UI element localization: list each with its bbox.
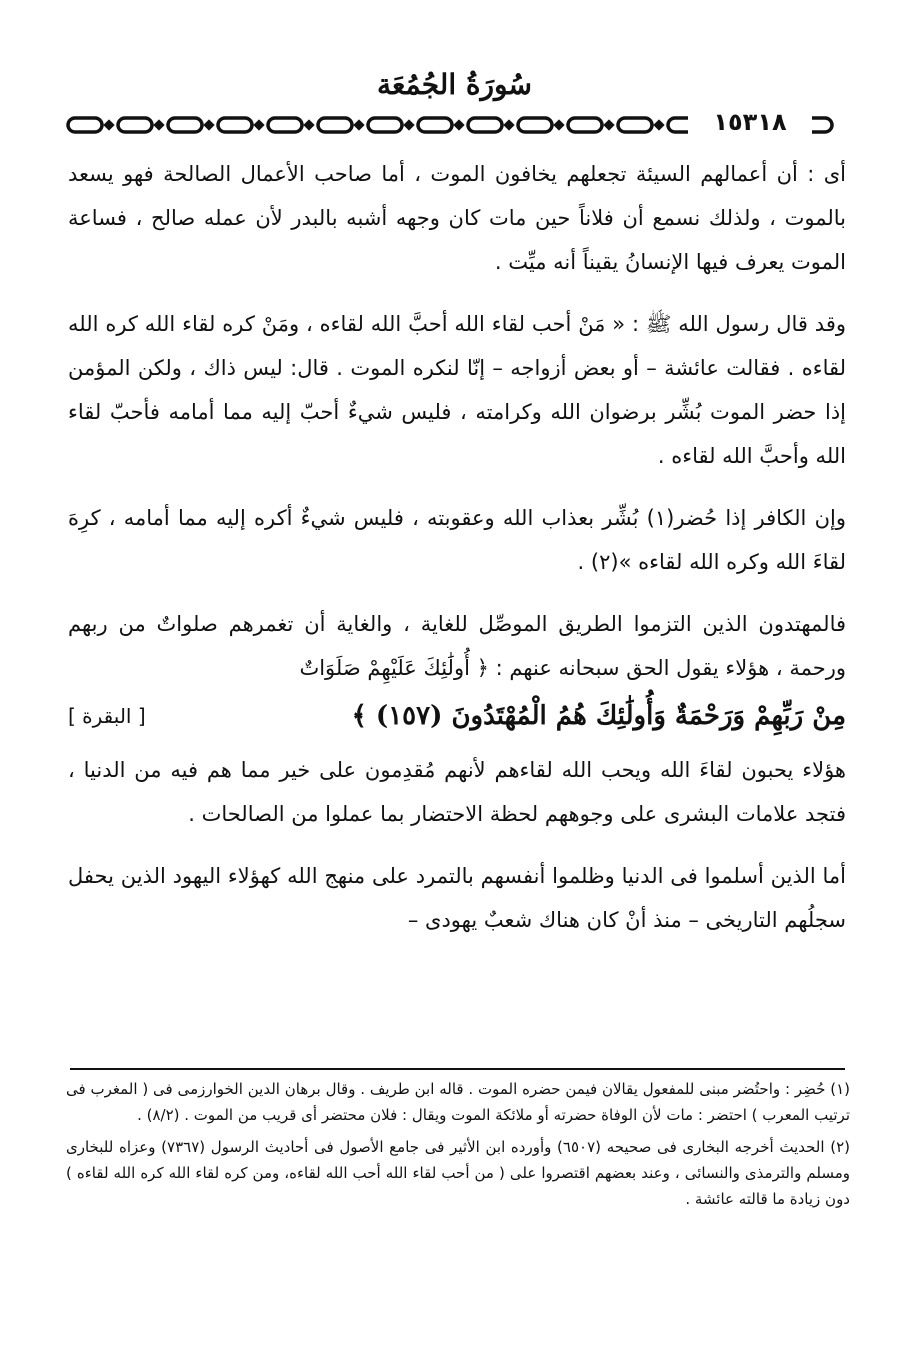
footnote-divider (70, 1068, 845, 1070)
verse-reference: [ البقرة ] (68, 704, 146, 728)
verse-text: مِنْ رَبِّهِمْ وَرَحْمَةٌ وَأُولَٰئِكَ هُمُ الْمُهْتَدُونَ (١٥٧) ﴾ (351, 701, 846, 731)
footnote-1: (١) حُضِر : واحتُضر مبنى للمفعول يقالان فيمن حضره الموت . قاله ابن طريف . وقال برهان الدين الخوارزمى فى ( المغرب فى ترتيب المعرب ) احتضر : مات لأن الوفاة حضرته أو ملائكة الموت ويقال : فلان محتضر أى قريب من الموت . (٨/٢) . (66, 1080, 850, 1124)
chain-diamond (253, 119, 264, 130)
paragraph-3: وإن الكافر إذا حُضر(١) بُشِّر بعذاب الله وعقوبته ، فليس شيءٌ أكره إليه مما أمامه ، كرِهَ لقاءَ الله وكره الله لقاءه »(٢) . (68, 506, 846, 574)
chain-diamond (653, 119, 664, 130)
chain-diamond (303, 119, 314, 130)
surah-title: سُورَةُ الجُمُعَة (377, 68, 532, 101)
chain-link (168, 118, 202, 132)
chain-link (368, 118, 402, 132)
main-text (68, 152, 846, 960)
paragraph-5: هؤلاء يحبون لقاءَ الله ويحب الله لقاءهم لأنهم مُقدِمون على خير مما هم فيه من الدنيا ، فتجد علامات البشرى على وجوههم لحظة الاحتضار بما عملوا من الصالحات . (68, 758, 846, 826)
chain-link (268, 118, 302, 132)
chain-diamond (203, 119, 214, 130)
chain-diamond (553, 119, 564, 130)
paragraph-1: أى : أن أعمالهم السيئة تجعلهم يخافون الموت ، أما صاحب الأعمال الصالحة فهو يسعد بالموت ، ولذلك نسمع أن فلاناً حين مات كان وجهه أشبه بالبدر لأن عمله صالح ، فساعة الموت يعرف فيها الإنسانُ يقيناً أنه ميِّت . (68, 162, 846, 274)
chain-diamond (453, 119, 464, 130)
chain-link (68, 118, 102, 132)
chain-link (568, 118, 602, 132)
chain-link (318, 118, 352, 132)
chain-link (418, 118, 452, 132)
chain-diamond (603, 119, 614, 130)
chain-link (618, 118, 652, 132)
chain-link (518, 118, 552, 132)
chain-link (468, 118, 502, 132)
chain-link (118, 118, 152, 132)
chain-diamond (103, 119, 114, 130)
paragraph-6: أما الذين أسلموا فى الدنيا وظلموا أنفسهم بالتمرد على منهج الله كهؤلاء اليهود الذين يحفل سجلُهم التاريخى – منذ أنْ كان هناك شعبٌ يهودى – (68, 864, 846, 932)
paragraph-4: فالمهتدون الذين التزموا الطريق الموصِّل للغاية ، والغاية أن تغمرهم صلواتٌ من ربهم ورحمة ، هؤلاء يقول الحق سبحانه عنهم : ﴿ أُولَٰئِكَ عَلَيْهِمْ صَلَوَاتٌ (68, 612, 846, 680)
footnotes (66, 1076, 850, 1218)
footnote-2: (٢) الحديث أخرجه البخارى فى صحيحه (٦٥٠٧) وأورده ابن الأثير فى جامع الأصول فى أحاديث الرسول (٧٣٦٧) وعزاه للبخارى ومسلم والترمذى والنسائى ، وعند بعضهم اقتصروا على ( من أحب لقاء الله أحب الله لقاءه، ومن كره لقاء الله كره الله لقاءه ) دون زيادة ما قالته عائشة . (66, 1138, 851, 1208)
chain-link (218, 118, 252, 132)
page-number: ١٥٣١٨ (688, 108, 812, 136)
chain-diamond (503, 119, 514, 130)
paragraph-2: وقد قال رسول الله ﷺ : « مَنْ أحب لقاء الله أحبَّ الله لقاءه ، ومَنْ كره لقاء الله كره الله لقاءه . فقالت عائشة – أو بعض أزواجه – إنّا لنكره الموت . قال: ليس ذاك ، ولكن المؤمن إذا حضر الموت بُشِّر برضوان الله وكرامته ، فليس شيءٌ أحبّ إليه مما أمامه فأحبّ لقاء الله وأحبَّ الله لقاءه . (68, 312, 846, 468)
chain-diamond (353, 119, 364, 130)
quran-verse (68, 690, 846, 742)
chain-diamond (403, 119, 414, 130)
chain-diamond (153, 119, 164, 130)
